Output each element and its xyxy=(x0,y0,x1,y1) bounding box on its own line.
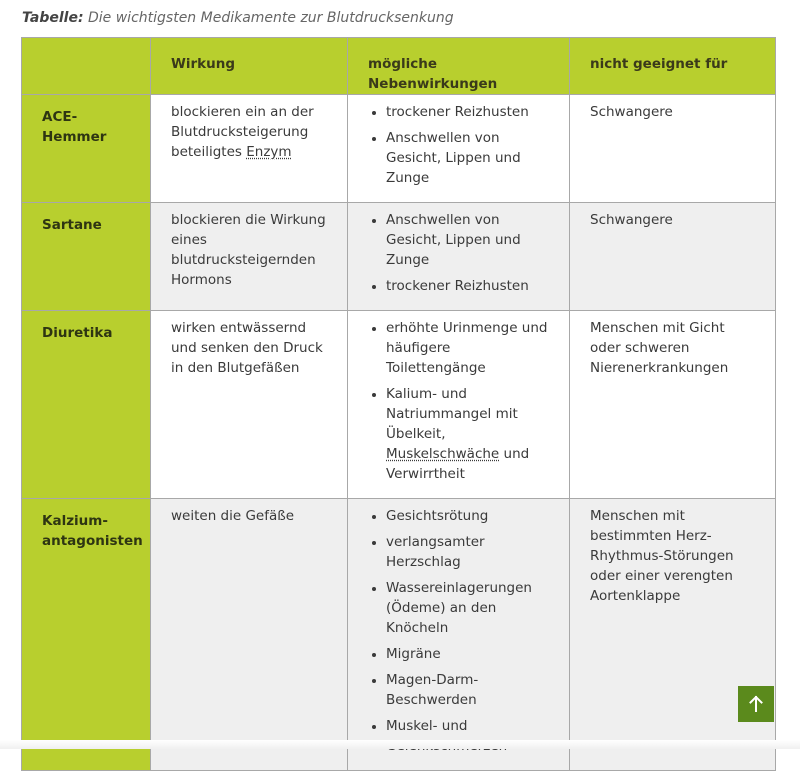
cell-nicht-geeignet: Menschen mit Gicht oder schweren Nierenerkrankungen xyxy=(570,311,776,499)
header-nebenwirkungen: mögliche Nebenwirkungen xyxy=(348,38,570,95)
table-row xyxy=(22,95,776,203)
bottom-shadow xyxy=(0,740,800,749)
list-item: • Wassereinlagerungen (Ödeme) an den Knöcheln xyxy=(386,578,551,638)
row-name-kalziumantagonisten: Kalzium-antagonisten xyxy=(22,499,151,771)
list-item: • Anschwellen von Gesicht, Lippen und Zunge xyxy=(386,210,551,270)
table-row xyxy=(22,499,776,771)
table-header-row xyxy=(22,38,776,95)
medication-table xyxy=(21,37,776,771)
table-row xyxy=(22,311,776,499)
cell-nebenwirkungen xyxy=(348,203,570,311)
cell-nicht-geeignet: Menschen mit bestimmten Herz-Rhythmus-Störungen oder einer verengten Aortenklappe xyxy=(570,499,776,771)
list-item-text: und Verwirrtheit xyxy=(386,446,530,482)
cell-nebenwirkungen xyxy=(348,95,570,203)
list-item: • Muskel- und xyxy=(386,716,551,756)
caption-label: Tabelle: xyxy=(22,10,84,26)
row-name-diuretika: Diuretika xyxy=(22,311,151,499)
list-item xyxy=(386,384,551,484)
scroll-to-top-button[interactable] xyxy=(738,686,774,722)
list-item: • trockener Reizhusten xyxy=(386,276,551,296)
side-effects-list xyxy=(368,318,551,484)
wirkung-text: blockieren ein an der Blutdrucksteigerung beteiligtes xyxy=(171,104,314,160)
cell-wirkung: wirken entwässernd und senken den Druck in den Blutgefäßen xyxy=(151,311,348,499)
cell-nebenwirkungen xyxy=(348,311,570,499)
list-item-text: Kalium- und Natriummangel mit Übelkeit, xyxy=(386,386,518,442)
header-wirkung: Wirkung xyxy=(151,38,348,95)
cell-wirkung: blockieren die Wirkung eines blutdrucksteigernden Hormons xyxy=(151,203,348,311)
table-row xyxy=(22,203,776,311)
cell-wirkung: weiten die Gefäße xyxy=(151,499,348,771)
arrow-up-icon xyxy=(747,695,765,713)
caption-text: Die wichtigsten Medikamente zur Blutdrucksenkung xyxy=(83,10,454,26)
table-caption xyxy=(22,10,454,26)
side-effects-list xyxy=(368,210,551,296)
list-item: • Anschwellen von Gesicht, Lippen und Zunge xyxy=(386,128,551,188)
cell-nicht-geeignet: Schwangere xyxy=(570,203,776,311)
side-effects-list xyxy=(368,506,551,756)
header-nicht-geeignet: nicht geeignet für xyxy=(570,38,776,95)
row-name-ace-hemmer: ACE-Hemmer xyxy=(22,95,151,203)
enzym-link[interactable]: Enzym xyxy=(246,144,292,160)
cell-nebenwirkungen xyxy=(348,499,570,771)
list-item: • verlangsamter Herzschlag xyxy=(386,532,551,572)
list-item: • trockener Reizhusten xyxy=(386,102,551,122)
side-effects-list xyxy=(368,102,551,188)
list-item: • Migräne xyxy=(386,644,551,664)
list-item: • Magen-Darm-Beschwerden xyxy=(386,670,551,710)
cell-wirkung xyxy=(151,95,348,203)
row-name-sartane: Sartane xyxy=(22,203,151,311)
list-item: • erhöhte Urinmenge und häufigere Toilettengänge xyxy=(386,318,551,378)
muskelschwaeche-link[interactable]: Muskelschwäche xyxy=(386,446,500,462)
cell-nicht-geeignet: Schwangere xyxy=(570,95,776,203)
list-item: • Gesichtsrötung xyxy=(386,506,551,526)
header-empty xyxy=(22,38,151,95)
